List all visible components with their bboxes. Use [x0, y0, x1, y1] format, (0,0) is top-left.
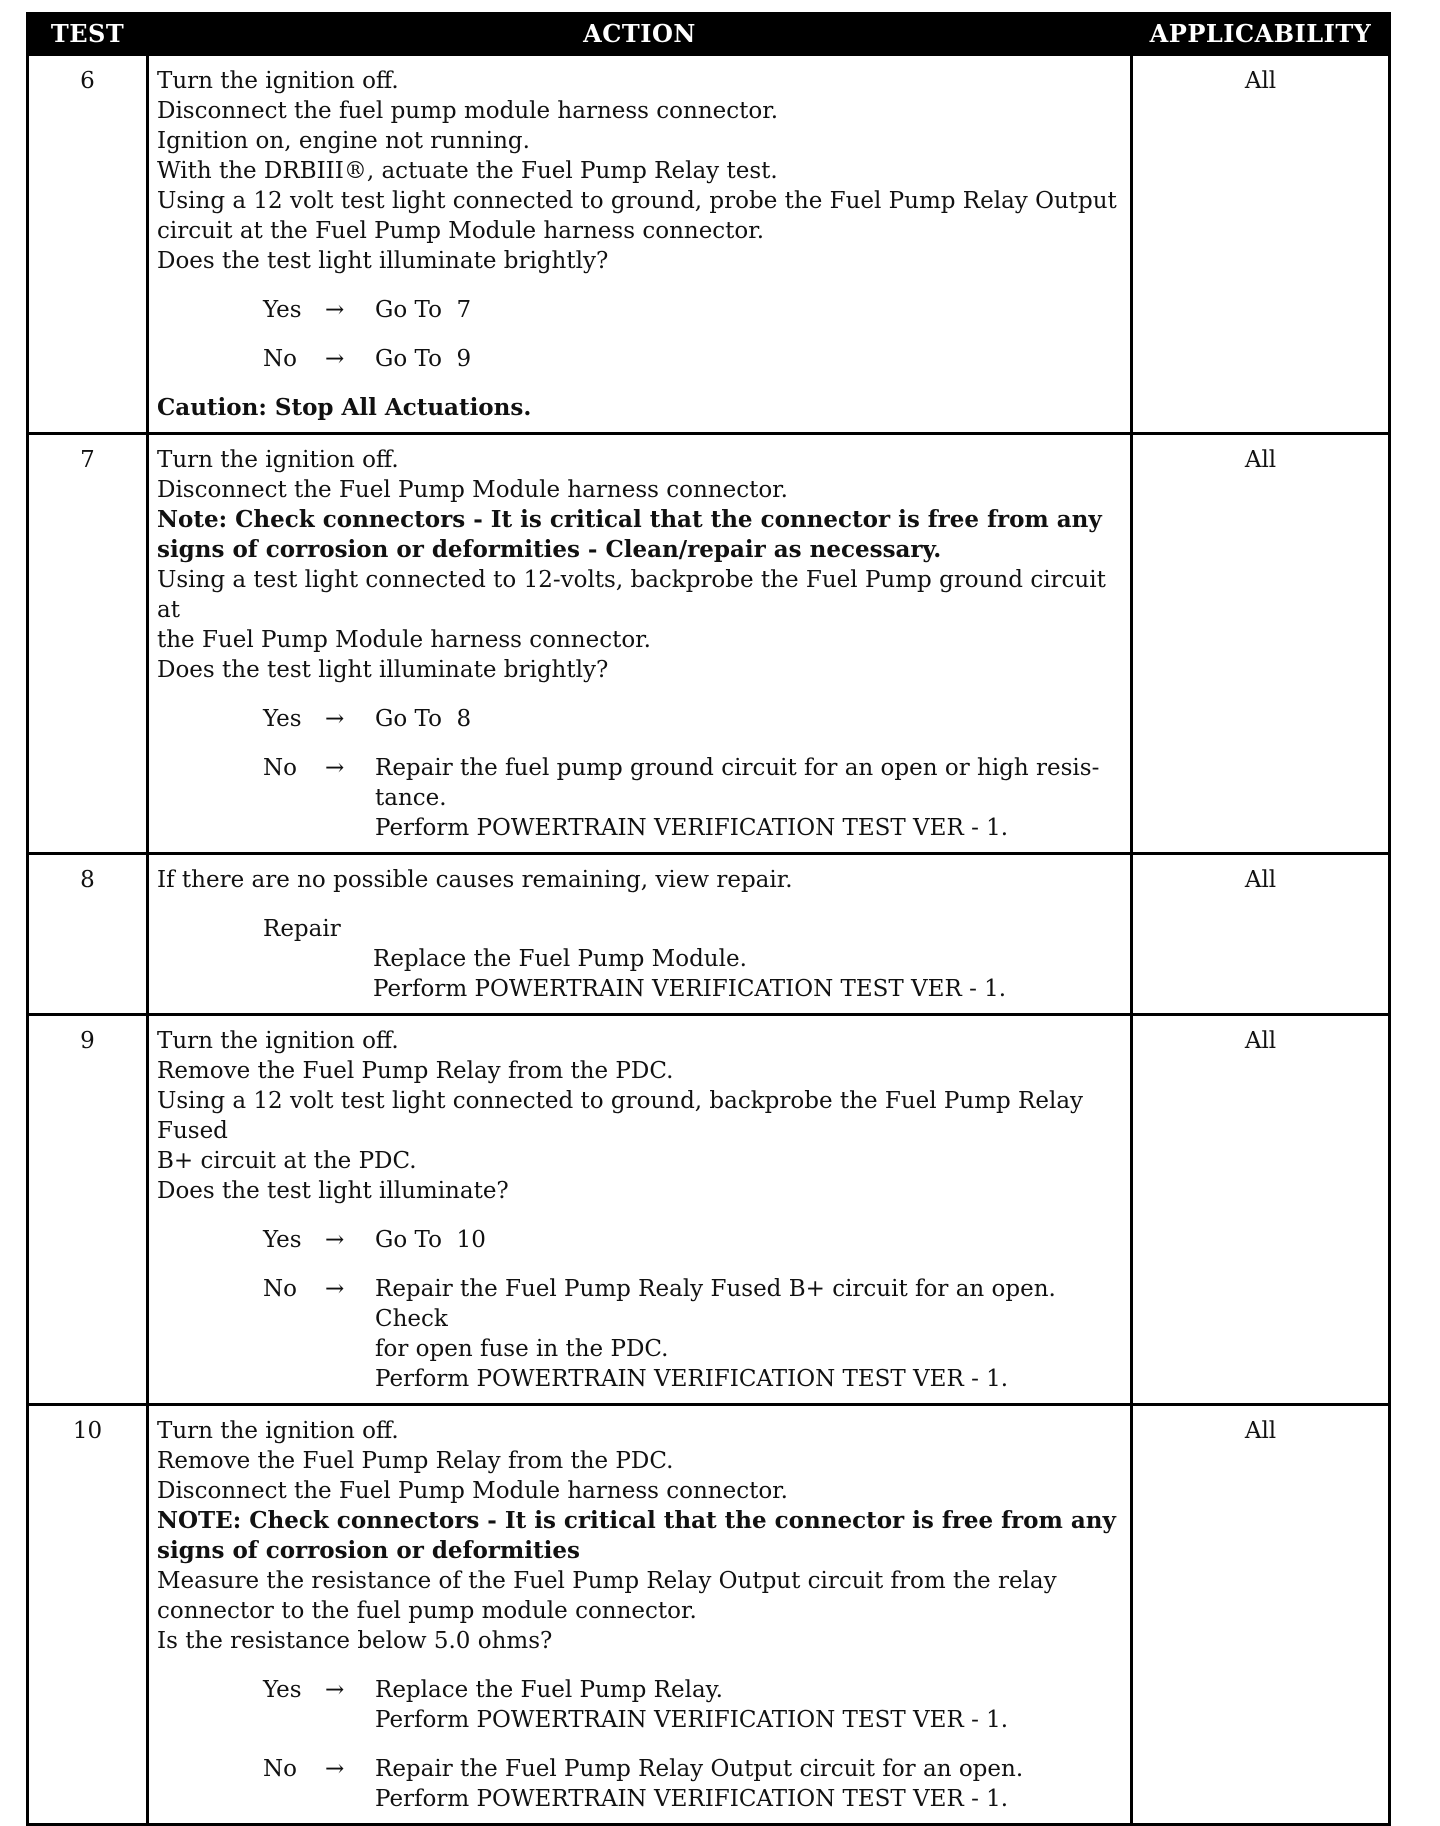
header-test: TEST [28, 14, 148, 55]
yes-label: Yes [263, 706, 302, 732]
action-line: the Fuel Pump Module harness connector. [157, 627, 651, 653]
table-row [28, 1405, 1390, 1825]
test-table [26, 12, 1391, 1826]
note-line: signs of corrosion or deformities [157, 1537, 580, 1564]
note-line: signs of corrosion or deformities - Clean/repair as necessary. [157, 536, 942, 563]
no-branch [157, 1754, 1122, 1814]
yes-label: Yes [263, 297, 302, 323]
action-line: Using a 12 volt test light connected to ground, backprobe the Fuel Pump Relay Fused [157, 1088, 1084, 1144]
note-line: NOTE: Check connectors - It is critical that the connector is free from any [157, 1507, 1116, 1534]
action-line: Does the test light illuminate brightly? [157, 657, 609, 683]
no-action-line: tance. [375, 785, 447, 811]
no-action-line: Perform POWERTRAIN VERIFICATION TEST VER - 1. [375, 1366, 1009, 1392]
repair-line: Perform POWERTRAIN VERIFICATION TEST VER - 1. [373, 976, 1007, 1002]
test-number: 6 [28, 55, 148, 434]
action-cell [148, 1015, 1132, 1405]
no-action [375, 753, 1122, 843]
action-cell [148, 1405, 1132, 1825]
table-row [28, 1015, 1390, 1405]
test-number: 7 [28, 434, 148, 854]
yes-action [375, 1675, 1122, 1735]
applicability-cell: All [1132, 854, 1390, 1015]
arrow-icon: → [325, 1756, 345, 1782]
diagnostic-test-table [26, 12, 1388, 1826]
yes-action-line: Replace the Fuel Pump Relay. [375, 1677, 723, 1703]
note-line: Note: Check connectors - It is critical that the connector is free from any [157, 506, 1102, 533]
no-branch [157, 1274, 1122, 1394]
no-action-line: Repair the Fuel Pump Relay Output circuit for an open. [375, 1756, 1024, 1782]
no-action [375, 1754, 1122, 1814]
action-line: Turn the ignition off. [157, 1028, 399, 1054]
table-row [28, 854, 1390, 1015]
yes-branch [157, 1675, 1122, 1735]
repair-text [373, 944, 1122, 1004]
test-number: 8 [28, 854, 148, 1015]
arrow-icon: → [325, 755, 345, 781]
arrow-icon: → [325, 1276, 345, 1302]
test-number: 9 [28, 1015, 148, 1405]
no-goto: Go To 9 [375, 346, 472, 372]
applicability-cell: All [1132, 1405, 1390, 1825]
yes-label: Yes [263, 1677, 302, 1703]
action-line: If there are no possible causes remaining, view repair. [157, 867, 793, 893]
action-line: Disconnect the Fuel Pump Module harness connector. [157, 477, 788, 503]
action-cell [148, 434, 1132, 854]
test-number: 10 [28, 1405, 148, 1825]
action-line: Ignition on, engine not running. [157, 128, 530, 154]
arrow-icon: → [325, 1677, 345, 1703]
action-line: Disconnect the fuel pump module harness connector. [157, 98, 779, 124]
yes-branch [157, 704, 1122, 734]
yes-branch [157, 295, 1122, 325]
no-label: No [263, 346, 297, 372]
action-line: Disconnect the Fuel Pump Module harness connector. [157, 1478, 788, 1504]
header-action: ACTION [148, 14, 1132, 55]
action-line: B+ circuit at the PDC. [157, 1148, 417, 1174]
no-action-line: Perform POWERTRAIN VERIFICATION TEST VER - 1. [375, 815, 1009, 841]
action-line: Turn the ignition off. [157, 1418, 399, 1444]
repair-label: Repair [263, 916, 341, 942]
repair-line: Replace the Fuel Pump Module. [373, 946, 747, 972]
yes-label: Yes [263, 1227, 302, 1253]
yes-action-line: Perform POWERTRAIN VERIFICATION TEST VER - 1. [375, 1707, 1009, 1733]
applicability-cell: All [1132, 55, 1390, 434]
no-label: No [263, 755, 297, 781]
no-label: No [263, 1756, 297, 1782]
no-action-line: Repair the Fuel Pump Realy Fused B+ circuit for an open. Check [375, 1276, 1056, 1332]
header-row [28, 14, 1390, 55]
action-line: Remove the Fuel Pump Relay from the PDC. [157, 1448, 674, 1474]
no-branch [157, 753, 1122, 843]
table-row [28, 55, 1390, 434]
action-line: Measure the resistance of the Fuel Pump Relay Output circuit from the relay [157, 1568, 1057, 1594]
yes-goto: Go To 8 [375, 706, 472, 732]
caution-text: Caution: Stop All Actuations. [157, 394, 532, 421]
yes-goto: Go To 10 [375, 1227, 486, 1253]
action-line: Turn the ignition off. [157, 68, 399, 94]
action-line: Turn the ignition off. [157, 447, 399, 473]
no-action-line: for open fuse in the PDC. [375, 1336, 669, 1362]
action-cell [148, 55, 1132, 434]
action-line: Is the resistance below 5.0 ohms? [157, 1628, 553, 1654]
no-action-line: Repair the fuel pump ground circuit for an open or high resis- [375, 755, 1100, 781]
yes-goto: Go To 7 [375, 297, 472, 323]
action-line: Does the test light illuminate brightly? [157, 248, 609, 274]
arrow-icon: → [325, 1227, 345, 1253]
no-action [375, 1274, 1122, 1394]
action-line: Remove the Fuel Pump Relay from the PDC. [157, 1058, 674, 1084]
arrow-icon: → [325, 346, 345, 372]
no-label: No [263, 1276, 297, 1302]
applicability-cell: All [1132, 434, 1390, 854]
arrow-icon: → [325, 706, 345, 732]
action-line: connector to the fuel pump module connector. [157, 1598, 697, 1624]
arrow-icon: → [325, 297, 345, 323]
yes-branch [157, 1225, 1122, 1255]
table-row [28, 434, 1390, 854]
action-line: Does the test light illuminate? [157, 1178, 509, 1204]
action-line: Using a test light connected to 12-volts, backprobe the Fuel Pump ground circuit at [157, 567, 1106, 623]
action-line: circuit at the Fuel Pump Module harness connector. [157, 218, 765, 244]
action-line: Using a 12 volt test light connected to ground, probe the Fuel Pump Relay Output [157, 188, 1117, 214]
action-cell [148, 854, 1132, 1015]
applicability-cell: All [1132, 1015, 1390, 1405]
no-branch [157, 344, 1122, 374]
action-line: With the DRBIII®, actuate the Fuel Pump Relay test. [157, 158, 778, 184]
header-applicability: APPLICABILITY [1132, 14, 1390, 55]
no-action-line: Perform POWERTRAIN VERIFICATION TEST VER - 1. [375, 1786, 1009, 1812]
